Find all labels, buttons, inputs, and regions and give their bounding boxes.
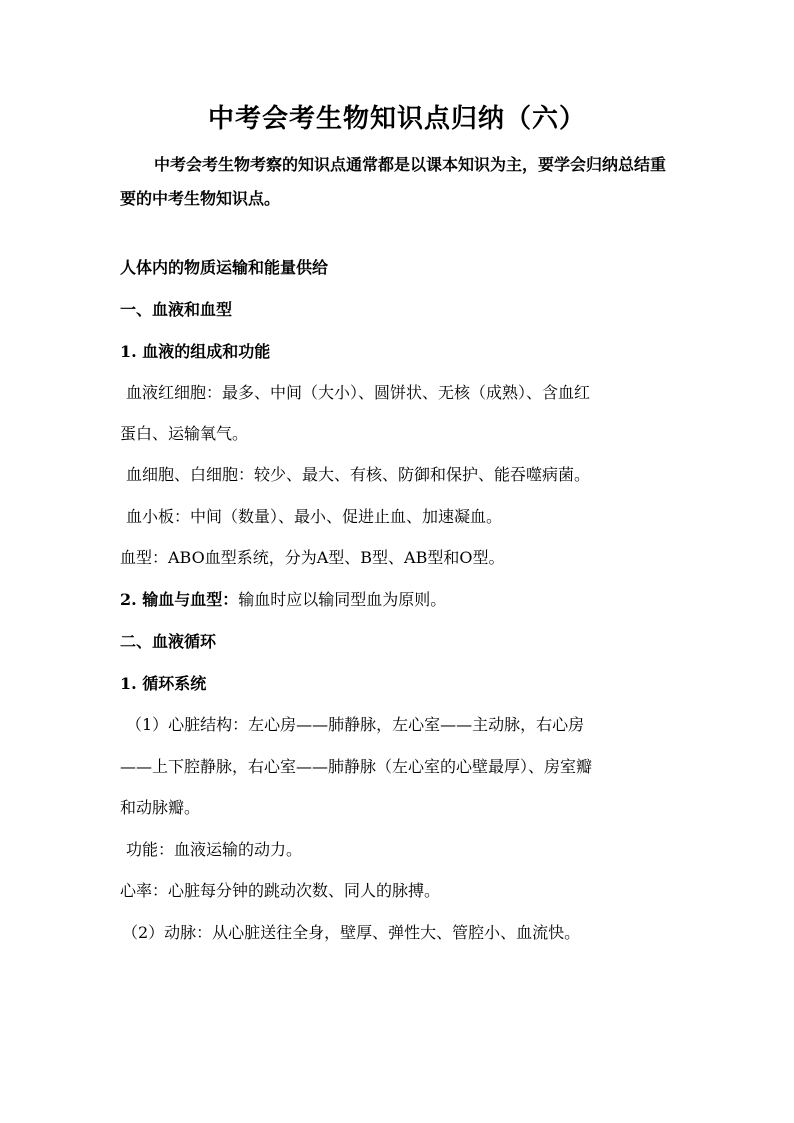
intro-paragraph: 中考会考生物考察的知识点通常都是以课本知识为主，要学会归纳总结重要的中考生物知识点。 bbox=[120, 155, 667, 208]
function-line: 功能：血液运输的动力。 bbox=[126, 840, 303, 859]
item2-line bbox=[120, 590, 690, 610]
wbc-line: 血细胞、白细胞：较少、最大、有核、防御和保护、能吞噬病菌。 bbox=[126, 465, 591, 484]
item2-label: 2. 输血与血型： bbox=[120, 590, 239, 609]
section-heading: 人体内的物质运输和能量供给 bbox=[120, 258, 329, 277]
artery-line: （2）动脉：从心脏送往全身，壁厚、弹性大、管腔小、血流快。 bbox=[122, 923, 581, 942]
heart-line-2: ——上下腔静脉，右心室——肺静脉（左心室的心壁最厚）、房室瓣 bbox=[120, 757, 593, 776]
rbc-line-1: 血液红细胞：最多、中间（大小）、圆饼状、无核（成熟）、含血红 bbox=[126, 383, 591, 402]
item1-heading: 1. 血液的组成和功能 bbox=[120, 342, 271, 361]
heartrate-line: 心率：心脏每分钟的跳动次数、同人的脉搏。 bbox=[120, 881, 441, 900]
item2-text: 输血时应以输同型血为原则。 bbox=[238, 590, 447, 609]
part2-heading: 二、血液循环 bbox=[120, 632, 217, 651]
platelet-line: 血小板：中间（数量）、最小、促进止血、加速凝血。 bbox=[126, 507, 503, 526]
document-title: 中考会考生物知识点归纳（六） bbox=[207, 104, 586, 134]
heart-line-3: 和动脉瓣。 bbox=[120, 798, 201, 817]
heart-line-1: （1）心脏结构：左心房——肺静脉，左心室——主动脉，右心房 bbox=[126, 715, 585, 734]
circulation-heading: 1. 循环系统 bbox=[120, 674, 207, 693]
bloodtype-line: 血型：ABO血型系统，分为A型、B型、AB型和O型。 bbox=[120, 548, 505, 567]
rbc-line-2: 蛋白、运输氧气。 bbox=[120, 424, 249, 443]
part1-heading: 一、血液和血型 bbox=[120, 300, 233, 319]
